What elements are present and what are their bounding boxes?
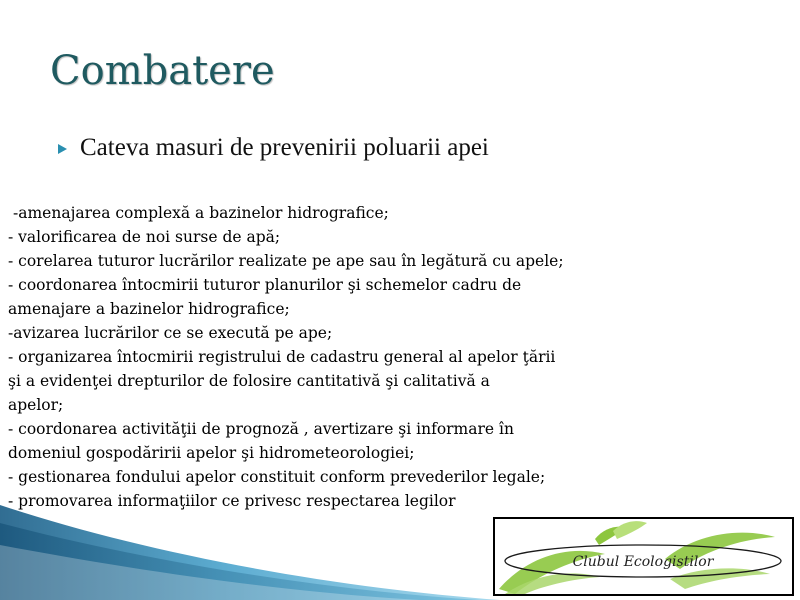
slide-title: Combatere [50, 48, 275, 94]
measure-line: -avizarea lucrărilor ce se execută pe ape; [8, 324, 333, 342]
measure-line: - valorificarea de noi surse de apă; [8, 228, 281, 246]
measure-line: amenajare a bazinelor hidrografice; [8, 300, 290, 318]
measures-list [8, 201, 564, 513]
measure-line: - corelarea tuturor lucrărilor realizate pe ape sau în legătură cu apele; [8, 252, 564, 270]
measure-line: apelor; [8, 396, 64, 414]
logo-text: Clubul Ecologistilor [572, 554, 714, 570]
measure-line: - coordonarea întocmirii tuturor planurilor şi schemelor cadru de [8, 276, 522, 294]
measure-line: - gestionarea fondului apelor constituit conform prevederilor legale; [8, 468, 546, 486]
triangle-bullet-icon [58, 144, 67, 154]
blue-swoosh-decoration [0, 505, 500, 600]
measure-line: - coordonarea activităţii de prognoză , avertizare şi informare în [8, 420, 514, 438]
measure-line: domeniul gospodăririi apelor şi hidrometeorologiei; [8, 444, 415, 462]
measure-line: şi a evidenţei drepturilor de folosire cantitativă şi calitativă a [8, 372, 490, 390]
measure-line: - organizarea întocmirii registrului de cadastru general al apelor ţării [8, 348, 556, 366]
club-logo [493, 517, 794, 596]
measure-line: -amenajarea complexă a bazinelor hidrografice; [13, 204, 389, 222]
bullet-text: Cateva masuri de prevenirii poluarii apei [80, 134, 489, 161]
leaf-logo-icon [495, 519, 792, 594]
bullet-point [58, 134, 489, 162]
measure-line: - promovarea informaţiilor ce privesc respectarea legilor [8, 492, 456, 510]
